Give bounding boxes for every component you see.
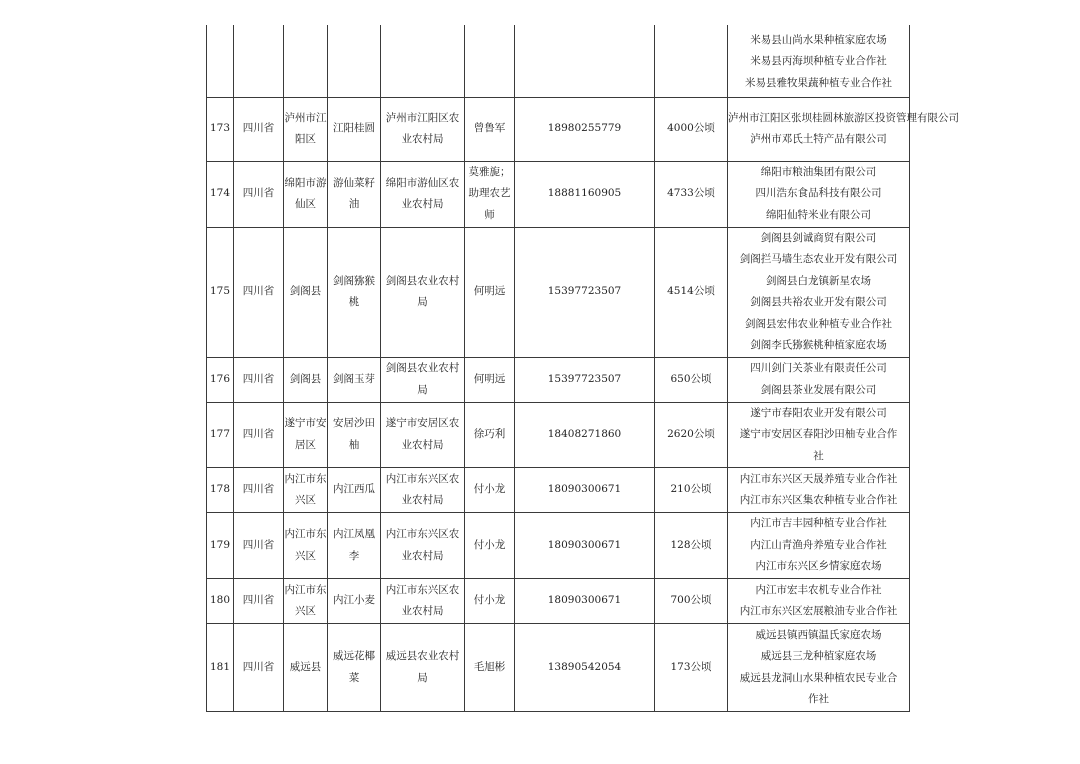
cell-orgs bbox=[728, 357, 910, 402]
cell-phone: 18881160905 bbox=[515, 161, 655, 227]
cell-area: 173公顷 bbox=[655, 624, 728, 712]
org-name: 内江市东兴区乡情家庭农场 bbox=[755, 560, 882, 573]
cell-no: 181 bbox=[207, 624, 234, 712]
org-name: 内江市宏丰农机专业合作社 bbox=[755, 583, 882, 596]
cell-area: 4514公顷 bbox=[655, 227, 728, 357]
org-name: 剑阁县共裕农业开发有限公司 bbox=[750, 296, 887, 308]
cell-county: 剑阁县 bbox=[284, 227, 328, 357]
org-name: 遂宁市安居区春阳沙田柚专业合作 bbox=[739, 428, 898, 440]
cell-unit: 内江市东兴区农业农村局 bbox=[381, 513, 465, 579]
cell-no: 179 bbox=[207, 513, 234, 579]
document-page bbox=[206, 25, 959, 712]
cell-area: 2620公顷 bbox=[655, 402, 728, 468]
cell-product: 游仙菜籽油 bbox=[328, 161, 381, 227]
org-name: 内江市东兴区宏展粮油专业合作社 bbox=[739, 605, 898, 617]
org-name: 绵阳仙特米业有限公司 bbox=[766, 208, 871, 221]
table-row bbox=[207, 468, 910, 513]
cell-province: 四川省 bbox=[234, 402, 284, 468]
cell-county: 剑阁县 bbox=[284, 357, 328, 402]
cell-unit: 剑阁县农业农村局 bbox=[381, 357, 465, 402]
table-row-continued bbox=[207, 25, 910, 97]
cell-product: 江阳桂圆 bbox=[328, 97, 381, 161]
cell-province: 四川省 bbox=[234, 357, 284, 402]
cell-phone: 15397723507 bbox=[515, 357, 655, 402]
cell-area: 4733公顷 bbox=[655, 161, 728, 227]
cell-product bbox=[328, 25, 381, 97]
cell-contact: 何明远 bbox=[465, 227, 515, 357]
cell-phone: 18408271860 bbox=[515, 402, 655, 468]
cell-unit bbox=[381, 25, 465, 97]
org-name: 威远县龙洞山水果种植农民专业合 bbox=[739, 671, 898, 684]
cell-province: 四川省 bbox=[234, 97, 284, 161]
org-name: 泸州市江阳区张坝桂圆林旅游区投资管理有限公司 bbox=[728, 111, 959, 124]
cell-no: 175 bbox=[207, 227, 234, 357]
cell-product: 剑阁玉芽 bbox=[328, 357, 381, 402]
cell-county: 威远县 bbox=[284, 624, 328, 712]
cell-contact bbox=[465, 25, 515, 97]
cell-contact: 曾鲁军 bbox=[465, 97, 515, 161]
table-row bbox=[207, 402, 910, 468]
cell-orgs bbox=[728, 25, 910, 97]
org-name: 米易县山尚水果种植家庭农场 bbox=[750, 33, 887, 46]
cell-no bbox=[207, 25, 234, 97]
cell-contact: 何明远 bbox=[465, 357, 515, 402]
cell-phone: 18980255779 bbox=[515, 97, 655, 161]
cell-province: 四川省 bbox=[234, 624, 284, 712]
cell-orgs bbox=[728, 402, 910, 468]
cell-orgs bbox=[728, 227, 910, 357]
cell-phone: 18090300671 bbox=[515, 513, 655, 579]
cell-contact: 付小龙 bbox=[465, 513, 515, 579]
cell-contact: 毛旭彬 bbox=[465, 624, 515, 712]
org-name: 遂宁市春阳农业开发有限公司 bbox=[750, 406, 887, 419]
cell-no: 180 bbox=[207, 579, 234, 624]
org-name: 剑阁县白龙镇新星农场 bbox=[766, 274, 871, 287]
cell-unit: 内江市东兴区农业农村局 bbox=[381, 468, 465, 513]
cell-county: 内江市东兴区 bbox=[284, 579, 328, 624]
table-row bbox=[207, 513, 910, 579]
cell-no: 178 bbox=[207, 468, 234, 513]
cell-contact: 莫雅旎；助理农艺师 bbox=[465, 161, 515, 227]
cell-province: 四川省 bbox=[234, 227, 284, 357]
org-name: 剑阁县茶业发展有限公司 bbox=[760, 383, 877, 396]
cell-unit: 遂宁市安居区农业农村局 bbox=[381, 402, 465, 468]
cell-unit: 剑阁县农业农村局 bbox=[381, 227, 465, 357]
table-row bbox=[207, 97, 910, 161]
org-name: 内江市吉丰园种植专业合作社 bbox=[750, 517, 887, 530]
cell-orgs bbox=[728, 468, 910, 513]
cell-product: 安居沙田柚 bbox=[328, 402, 381, 468]
cell-county: 遂宁市安居区 bbox=[284, 402, 328, 468]
cell-phone: 15397723507 bbox=[515, 227, 655, 357]
cell-product: 剑阁猕猴桃 bbox=[328, 227, 381, 357]
cell-province: 四川省 bbox=[234, 579, 284, 624]
cell-unit: 内江市东兴区农业农村局 bbox=[381, 579, 465, 624]
org-name: 剑阁县宏伟农业种植专业合作社 bbox=[745, 317, 892, 330]
cell-county: 绵阳市游仙区 bbox=[284, 161, 328, 227]
cell-unit: 威远县农业农村局 bbox=[381, 624, 465, 712]
page-bottom-margin bbox=[200, 712, 920, 752]
cell-area: 4000公顷 bbox=[655, 97, 728, 161]
cell-no: 174 bbox=[207, 161, 234, 227]
cell-unit: 泸州市江阳区农业农村局 bbox=[381, 97, 465, 161]
cell-product: 威远花椰菜 bbox=[328, 624, 381, 712]
cell-product: 内江小麦 bbox=[328, 579, 381, 624]
table-row bbox=[207, 227, 910, 357]
org-name: 米易县雅牧果蔬种植专业合作社 bbox=[745, 76, 892, 89]
cell-area: 128公顷 bbox=[655, 513, 728, 579]
cell-contact: 徐巧利 bbox=[465, 402, 515, 468]
cell-orgs bbox=[728, 513, 910, 579]
cell-area: 650公顷 bbox=[655, 357, 728, 402]
cell-orgs bbox=[728, 624, 910, 712]
org-name: 威远县三龙种植家庭农场 bbox=[760, 650, 877, 662]
org-name: 四川浩东食品科技有限公司 bbox=[755, 187, 882, 200]
org-name: 泸州市邓氏土特产品有限公司 bbox=[750, 133, 887, 145]
cell-province: 四川省 bbox=[234, 513, 284, 579]
org-name: 社 bbox=[813, 449, 824, 462]
cell-phone: 13890542054 bbox=[515, 624, 655, 712]
org-name: 米易县丙海坝种植专业合作社 bbox=[750, 55, 887, 67]
cell-province: 四川省 bbox=[234, 468, 284, 513]
cell-county: 内江市东兴区 bbox=[284, 468, 328, 513]
cell-contact: 付小龙 bbox=[465, 579, 515, 624]
cell-contact: 付小龙 bbox=[465, 468, 515, 513]
cell-orgs bbox=[728, 161, 910, 227]
cell-area: 700公顷 bbox=[655, 579, 728, 624]
cell-area bbox=[655, 25, 728, 97]
cell-orgs bbox=[728, 579, 910, 624]
cell-phone: 18090300671 bbox=[515, 579, 655, 624]
cell-phone bbox=[515, 25, 655, 97]
cell-unit: 绵阳市游仙区农业农村局 bbox=[381, 161, 465, 227]
org-name: 作社 bbox=[808, 693, 829, 705]
cell-no: 177 bbox=[207, 402, 234, 468]
cell-county bbox=[284, 25, 328, 97]
table-row bbox=[207, 624, 910, 712]
org-name: 剑阁县剑诚商贸有限公司 bbox=[760, 231, 877, 244]
cell-area: 210公顷 bbox=[655, 468, 728, 513]
org-name: 四川剑门关茶业有限责任公司 bbox=[750, 362, 887, 374]
cell-product: 内江西瓜 bbox=[328, 468, 381, 513]
cell-province: 四川省 bbox=[234, 161, 284, 227]
org-name: 威远县镇西镇温氏家庭农场 bbox=[755, 628, 882, 641]
table-row bbox=[207, 579, 910, 624]
org-name: 剑阁李氏猕猴桃种植家庭农场 bbox=[750, 339, 887, 351]
org-name: 绵阳市粮油集团有限公司 bbox=[760, 165, 877, 178]
org-name: 剑阁拦马墙生态农业开发有限公司 bbox=[739, 253, 898, 265]
cell-county: 泸州市江阳区 bbox=[284, 97, 328, 161]
cell-no: 173 bbox=[207, 97, 234, 161]
org-name: 内江山青渔舟养殖专业合作社 bbox=[750, 538, 887, 551]
cell-orgs bbox=[728, 97, 959, 161]
table-row bbox=[207, 161, 910, 227]
cell-product: 内江凤凰李 bbox=[328, 513, 381, 579]
table-row bbox=[207, 357, 910, 402]
cell-phone: 18090300671 bbox=[515, 468, 655, 513]
org-name: 内江市东兴区天晟养殖专业合作社 bbox=[739, 472, 898, 485]
cell-no: 176 bbox=[207, 357, 234, 402]
cell-county: 内江市东兴区 bbox=[284, 513, 328, 579]
cell-province bbox=[234, 25, 284, 97]
registry-table bbox=[206, 25, 959, 712]
org-name: 内江市东兴区集农种植专业合作社 bbox=[739, 494, 898, 506]
